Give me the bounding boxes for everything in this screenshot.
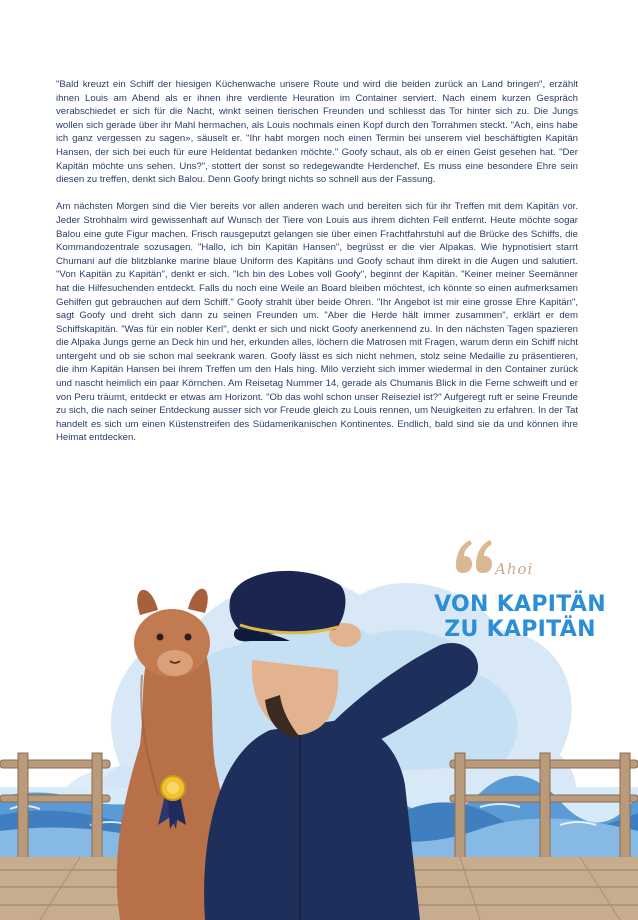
chapter-kicker: Ahoi: [495, 560, 534, 578]
chapter-headline-line-1: VON KAPITÄN: [434, 592, 606, 617]
story-text: [56, 78, 578, 459]
quote-mark-icon: [452, 536, 496, 576]
story-paragraph-2: Am nächsten Morgen sind die Vier bereits vor allen anderen wach und bereiten sich für ihr Treffen mit dem Kapitän vor. Jeder Strohhalm wird gewissenhaft auf Wunsch der Tiere von Louis aus ihrem dichten Fell entfernt. Heute möchte sogar Balou eine gute Figur machen. Frisch rausgeputzt gelangen sie über einen Frachtfahrstuhl auf die Brücke des Schiffs, die Kommandozentrale sozusagen. "Hallo, ich bin Kapitän Hansen", begrüsst er die vier Alpakas. Wie hypnotisiert starrt Chumani auf die blitzblanke marine blaue Uniform des Kapitäns und Goofy schaut ihm direkt in die Augen und salutiert. "Von Kapitän zu Kapitän", denkt er sich. "Ich bin des Lobes voll Goofy", beginnt der Kapitän. "Keiner meiner Seemänner hat die Hilfesuchenden entdeckt. Falls du noch eine Weile an Board bleiben möchtest, ich könnte so einen aufmerksamen Gehilfen gut gebrauchen auf dem Schiff." Goofy strahlt über beide Ohren. "Ihr Angebot ist mir eine grosse Ehre Kapitän", sagt Goofy und dreht sich dann zu seinen Freunden um. "Aber die Herde hält immer zusammen", erklärt er dem Schiffskapitän. "Was für ein nobler Kerl", denkt er sich und nickt Goofy anerkennend zu. In den nächsten Tagen spazieren die Alpaka Jungs gerne an Deck hin und her, erkunden alles, löchern die Matrosen mit Fragen, warum denn ein Schiff nicht untergeht und ob sie schon mal seekrank waren. Goofy lässt es sich nicht nehmen, stolz seine Medaille zu präsentieren, die ihm Kapitän Hansen bei ihrem Treffen um den Hals hing. Milo verzieht sich immer wiedermal in den Container zurück und nascht heimlich ein paar Körnchen. Am Reisetag Nummer 14, gerade als Chumanis Blick in die Ferne schweift und er von Peru träumt, entdeckt er etwas am Horizont. "Ob das wohl schon unser Reiseziel ist?" Aufgeregt ruft er seine Freunde zu sich, die nach seiner Entdeckung ausser sich vor Freude gleich zu Louis rennen, um Neuigkeiten zu erfahren. In der Tat handelt es sich um einen Küstenstreifen des Südamerikanischen Kontinentes. Endlich, bald sind sie da und können ihre Heimat entdecken.: [56, 201, 578, 444]
story-paragraph-1: "Bald kreuzt ein Schiff der hiesigen Küchenwache unsere Route und wird die beiden zurück an Land bringen", erzählt ihnen Louis am Abend als er ihnen ihre verdiente Heuration im Container serviert. Nach einem kurzen Gespräch verabschiedet er sich für die Nacht, winkt seinen tierischen Freunden und schliesst das Tor hinter sich zu. Die Jungs wollen sich gerade über ihr Mahl hermachen, als Louis nochmals einen Kopf durch den Torrahmen steckt. "Ach, eins habe ich ganz vergessen zu sagen», säuselt er. "Ihr habt morgen noch einen Termin bei unserem viel beschäftigten Kapitän Hansen, der sich bei euch für eure Heldentat bedanken möchte." Goofy schaut, als ob er einen Geist gesehen hat. "Der Kapitän möchte uns sehen. Uns?", stottert der sonst so redegewandte Herdenchef. Es muss eine besondere Ehre sein diesen zu treffen, denkt sich Balou. Denn Goofy bringt nichts so schnell aus der Fassung.: [56, 79, 578, 186]
chapter-headline: [428, 592, 612, 642]
captain-alpaca-illustration: [0, 525, 638, 920]
chapter-headline-line-2: ZU KAPITÄN: [444, 617, 596, 642]
